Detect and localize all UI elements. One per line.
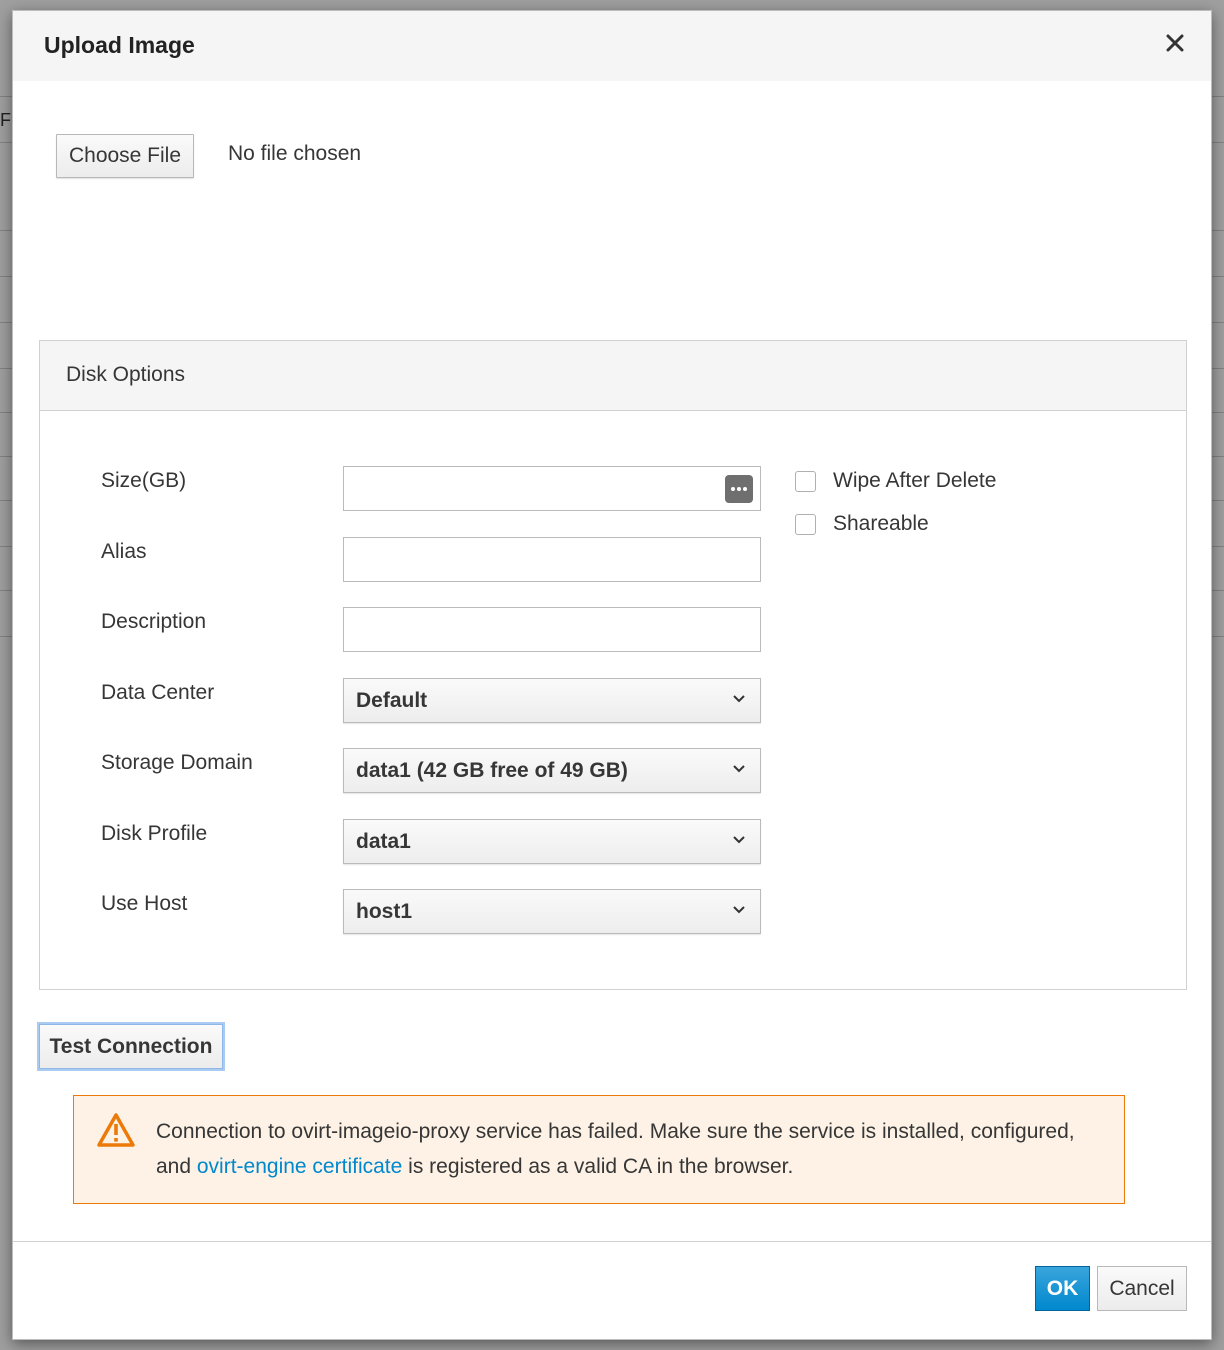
warning-icon <box>96 1112 136 1148</box>
use-host-select[interactable] <box>343 889 761 934</box>
storage-domain-label: Storage Domain <box>101 751 253 774</box>
ellipsis-icon <box>731 487 735 491</box>
data-center-select[interactable] <box>343 678 761 723</box>
disk-profile-label: Disk Profile <box>101 822 208 845</box>
use-host-label: Use Host <box>101 892 188 915</box>
close-icon <box>1166 34 1184 52</box>
shareable-label: Shareable <box>833 512 929 535</box>
file-status-text: No file chosen <box>228 142 362 165</box>
chevron-down-icon <box>732 694 746 704</box>
test-connection-button[interactable]: Test Connection <box>39 1024 223 1069</box>
upload-image-dialog <box>12 10 1212 1340</box>
ellipsis-icon <box>743 487 747 491</box>
chevron-down-icon <box>732 764 746 774</box>
disk-profile-select[interactable] <box>343 819 761 864</box>
dialog-title: Upload Image <box>44 32 195 58</box>
size-label: Size(GB) <box>101 469 187 492</box>
data-center-value: Default <box>356 689 428 712</box>
storage-domain-value: data1 (42 GB free of 49 GB) <box>356 759 628 782</box>
certificate-link[interactable]: ovirt-engine certificate <box>196 1155 403 1178</box>
storage-domain-select[interactable] <box>343 748 761 793</box>
wipe-after-delete-label: Wipe After Delete <box>833 469 997 492</box>
alert-message <box>156 1114 1106 1184</box>
description-label: Description <box>101 610 207 633</box>
close-button[interactable] <box>1161 29 1189 57</box>
connection-warning-alert <box>73 1095 1125 1204</box>
chevron-down-icon <box>732 905 746 915</box>
background-edge-text: F <box>0 110 11 130</box>
chevron-down-icon <box>732 835 746 845</box>
ok-button[interactable]: OK <box>1035 1266 1090 1311</box>
size-input[interactable] <box>343 466 761 511</box>
cancel-button[interactable]: Cancel <box>1097 1266 1187 1311</box>
dialog-header <box>13 11 1211 81</box>
choose-file-button[interactable]: Choose File <box>56 134 194 178</box>
footer-divider <box>13 1241 1211 1242</box>
size-options-button[interactable] <box>725 475 753 503</box>
disk-options-heading <box>40 341 1186 411</box>
disk-options-panel <box>39 340 1187 990</box>
description-input[interactable] <box>343 607 761 652</box>
disk-options-title: Disk Options <box>66 363 186 386</box>
shareable-checkbox[interactable] <box>795 514 816 535</box>
alert-text-end: is registered as a valid CA in the browser. <box>402 1155 794 1178</box>
alert-text-start: Connection to ovirt-imageio-proxy service has failed. Make sure the service is installed, configured, and <box>156 1120 1075 1178</box>
alias-input[interactable] <box>343 537 761 582</box>
use-host-value: host1 <box>356 900 413 923</box>
data-center-label: Data Center <box>101 681 215 704</box>
disk-profile-value: data1 <box>356 830 411 853</box>
alias-label: Alias <box>101 540 147 563</box>
wipe-after-delete-checkbox[interactable] <box>795 471 816 492</box>
ellipsis-icon <box>737 487 741 491</box>
